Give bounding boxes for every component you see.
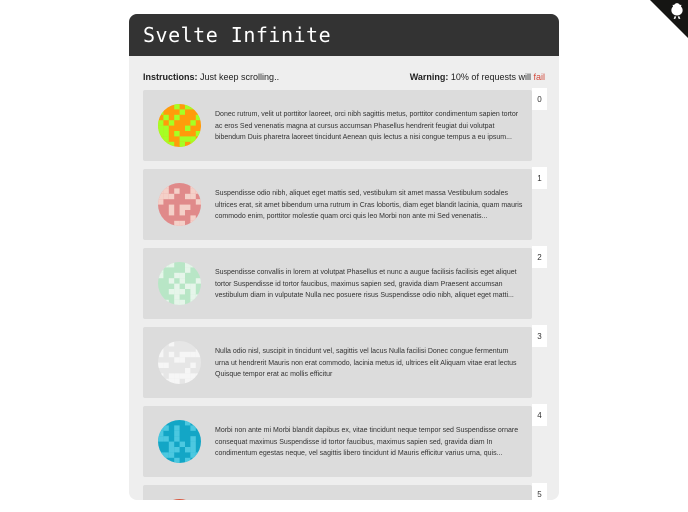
item-text: Morbi non ante mi Morbi blandit dapibus ex, vitae tincidunt neque tempor sed Suspendisse ornare consequat maximus Suspendisse id tortor faucibus, maximus sapien sed, gravida diam In condimentum egestas neque, vel sagittis libero tincidunt id Mauris efficitur varius urna, quis... bbox=[215, 427, 519, 457]
item-avatar bbox=[158, 183, 201, 226]
list-item[interactable] bbox=[143, 169, 542, 240]
item-index-badge: 1 bbox=[532, 167, 547, 189]
list-item[interactable] bbox=[143, 248, 542, 319]
item-index-badge: 3 bbox=[532, 325, 547, 347]
warning-fail: fail bbox=[533, 71, 545, 82]
instructions-label: Instructions: bbox=[143, 71, 198, 82]
item-text: Suspendisse odio nibh, aliquet eget mattis sed, vestibulum sit amet massa Vestibulum sodales ultrices erat, sit amet bibendum urna rutrum in Cras lobortis, diam eget blandit lacinia, quam mauris commodo enim, porttitor molestie quam orci quis leo Morbi non ante mi Sed venenatis... bbox=[215, 190, 523, 220]
list-item[interactable] bbox=[143, 406, 542, 477]
warning bbox=[410, 72, 545, 82]
item-text: Nulla odio nisl, suscipit in tincidunt vel, sagittis vel lacus Nulla facilisi Donec congue fermentum urna ut hendrerit Mauris non erat commodo, lacinia metus id, ultrices elit Aliquam vitae erat lectus Quisque tempor erat ac mollis efficitur bbox=[215, 348, 517, 378]
app-card bbox=[129, 14, 559, 500]
page-title: Svelte Infinite bbox=[143, 23, 332, 47]
item-index-badge: 5 bbox=[532, 483, 547, 500]
instructions bbox=[143, 72, 279, 82]
list-item[interactable] bbox=[143, 90, 542, 161]
item-avatar bbox=[158, 104, 201, 147]
item-avatar bbox=[158, 420, 201, 463]
item-avatar bbox=[158, 341, 201, 384]
item-text: Donec rutrum, velit ut porttitor laoreet, orci nibh sagittis metus, porttitor condimentum sapien tortor ac eros Sed venenatis magna at cursus accumsan Phasellus hendrerit feugiat dui volutpat bibendum Duis pharetra laoreet tincidunt Aenean quis lectus a nisi congue tempus a eu ipsum... bbox=[215, 111, 519, 141]
instructions-text: Just keep scrolling.. bbox=[200, 71, 280, 82]
github-cat-icon[interactable] bbox=[668, 2, 686, 20]
warning-text: 10% of requests will bbox=[450, 71, 531, 82]
warning-label: Warning: bbox=[409, 71, 449, 82]
app-header bbox=[129, 14, 559, 56]
item-text: Suspendisse convallis in lorem at volutpat Phasellus et nunc a augue facilisis facilisis eget aliquet tortor Suspendisse id tortor faucibus, maximus sapien sed, gravida diam Praesent accumsan vestibulum diam in vulputate Nulla nec posuere risus Suspendisse odio nibh, aliquet eget matti... bbox=[215, 269, 517, 299]
item-index-badge: 0 bbox=[532, 88, 547, 110]
list-item[interactable] bbox=[143, 485, 542, 500]
item-index-badge: 4 bbox=[532, 404, 547, 426]
item-index-badge: 2 bbox=[532, 246, 547, 268]
item-avatar bbox=[158, 499, 201, 500]
item-avatar bbox=[158, 262, 201, 305]
list-item[interactable] bbox=[143, 327, 542, 398]
